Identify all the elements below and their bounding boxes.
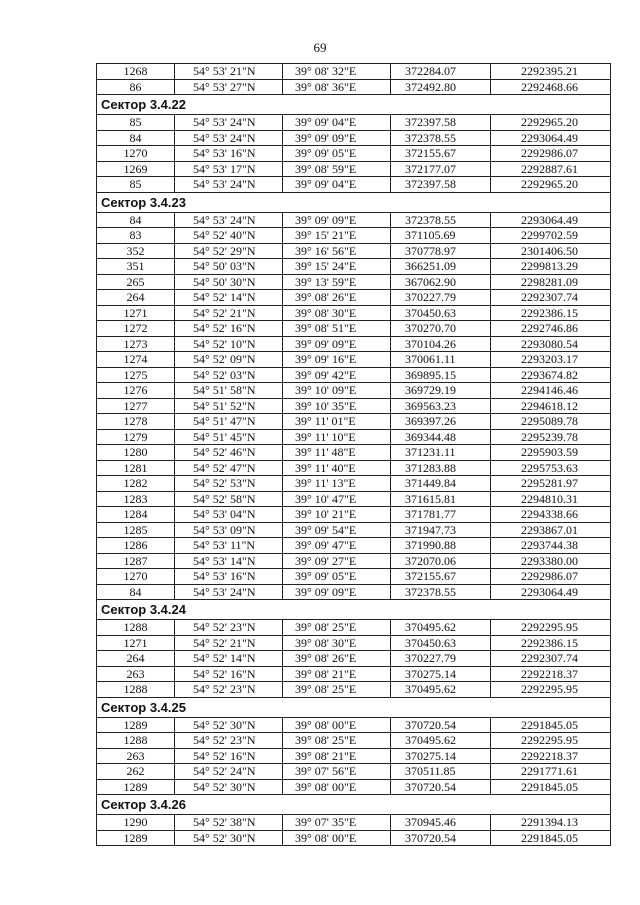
latitude-cell: 54° 52' 21"N — [175, 635, 283, 651]
table-row — [97, 733, 611, 749]
table-row — [97, 460, 611, 476]
latitude-cell: 54° 53' 21"N — [175, 64, 283, 80]
longitude-cell: 39° 08' 21"E — [283, 748, 391, 764]
longitude-cell: 39° 08' 30"E — [283, 305, 391, 321]
sector-heading-row — [97, 697, 611, 717]
x-coordinate-cell: 372155.67 — [391, 146, 491, 162]
latitude-cell: 54° 52' 23"N — [175, 682, 283, 698]
x-coordinate-cell: 371449.84 — [391, 476, 491, 492]
point-id-cell: 352 — [97, 243, 175, 259]
x-coordinate-cell: 371947.73 — [391, 522, 491, 538]
y-coordinate-cell: 2292965.20 — [491, 115, 611, 131]
x-coordinate-cell: 370275.14 — [391, 666, 491, 682]
latitude-cell: 54° 51' 58"N — [175, 383, 283, 399]
point-id-cell: 1272 — [97, 321, 175, 337]
table-row — [97, 161, 611, 177]
y-coordinate-cell: 2293867.01 — [491, 522, 611, 538]
y-coordinate-cell: 2294810.31 — [491, 491, 611, 507]
latitude-cell: 54° 52' 16"N — [175, 321, 283, 337]
point-id-cell: 1289 — [97, 717, 175, 733]
point-id-cell: 1284 — [97, 507, 175, 523]
latitude-cell: 54° 52' 14"N — [175, 290, 283, 306]
point-id-cell: 1268 — [97, 64, 175, 80]
longitude-cell: 39° 08' 59"E — [283, 161, 391, 177]
x-coordinate-cell: 370227.79 — [391, 651, 491, 667]
point-id-cell: 84 — [97, 130, 175, 146]
point-id-cell: 1288 — [97, 620, 175, 636]
longitude-cell: 39° 09' 42"E — [283, 367, 391, 383]
point-id-cell: 85 — [97, 115, 175, 131]
point-id-cell: 1287 — [97, 553, 175, 569]
longitude-cell: 39° 09' 47"E — [283, 538, 391, 554]
point-id-cell: 263 — [97, 748, 175, 764]
y-coordinate-cell: 2294338.66 — [491, 507, 611, 523]
table-row — [97, 352, 611, 368]
y-coordinate-cell: 2292218.37 — [491, 666, 611, 682]
sector-title: Сектор 3.4.23 — [97, 192, 611, 212]
table-row — [97, 79, 611, 95]
latitude-cell: 54° 51' 45"N — [175, 429, 283, 445]
page-number: 69 — [313, 40, 327, 55]
table-row — [97, 305, 611, 321]
point-id-cell: 86 — [97, 79, 175, 95]
latitude-cell: 54° 52' 16"N — [175, 666, 283, 682]
point-id-cell: 1269 — [97, 161, 175, 177]
longitude-cell: 39° 09' 16"E — [283, 352, 391, 368]
latitude-cell: 54° 52' 23"N — [175, 620, 283, 636]
x-coordinate-cell: 369344.48 — [391, 429, 491, 445]
x-coordinate-cell: 370778.97 — [391, 243, 491, 259]
y-coordinate-cell: 2294618.12 — [491, 398, 611, 414]
table-row — [97, 748, 611, 764]
latitude-cell: 54° 52' 47"N — [175, 460, 283, 476]
y-coordinate-cell: 2295089.78 — [491, 414, 611, 430]
y-coordinate-cell: 2292386.15 — [491, 305, 611, 321]
table-row — [97, 367, 611, 383]
point-id-cell: 1277 — [97, 398, 175, 414]
table-row — [97, 830, 611, 846]
latitude-cell: 54° 53' 24"N — [175, 115, 283, 131]
x-coordinate-cell: 370270.70 — [391, 321, 491, 337]
y-coordinate-cell: 2295281.97 — [491, 476, 611, 492]
sector-title: Сектор 3.4.22 — [97, 95, 611, 115]
x-coordinate-cell: 370720.54 — [391, 830, 491, 846]
longitude-cell: 39° 09' 04"E — [283, 177, 391, 193]
longitude-cell: 39° 11' 01"E — [283, 414, 391, 430]
table-row — [97, 290, 611, 306]
latitude-cell: 54° 50' 30"N — [175, 274, 283, 290]
x-coordinate-cell: 372378.55 — [391, 584, 491, 600]
y-coordinate-cell: 2298281.09 — [491, 274, 611, 290]
x-coordinate-cell: 370511.85 — [391, 764, 491, 780]
table-row — [97, 130, 611, 146]
point-id-cell: 1274 — [97, 352, 175, 368]
y-coordinate-cell: 2292887.61 — [491, 161, 611, 177]
latitude-cell: 54° 53' 24"N — [175, 130, 283, 146]
longitude-cell: 39° 08' 25"E — [283, 733, 391, 749]
table-row — [97, 321, 611, 337]
table-row — [97, 620, 611, 636]
longitude-cell: 39° 09' 54"E — [283, 522, 391, 538]
table-row — [97, 764, 611, 780]
table-row — [97, 383, 611, 399]
y-coordinate-cell: 2293064.49 — [491, 130, 611, 146]
point-id-cell: 1270 — [97, 146, 175, 162]
point-id-cell: 1279 — [97, 429, 175, 445]
latitude-cell: 54° 52' 30"N — [175, 830, 283, 846]
y-coordinate-cell: 2293064.49 — [491, 212, 611, 228]
y-coordinate-cell: 2299702.59 — [491, 228, 611, 244]
y-coordinate-cell: 2292468.66 — [491, 79, 611, 95]
longitude-cell: 39° 09' 04"E — [283, 115, 391, 131]
x-coordinate-cell: 372177.07 — [391, 161, 491, 177]
y-coordinate-cell: 2291845.05 — [491, 779, 611, 795]
x-coordinate-cell: 371990.88 — [391, 538, 491, 554]
longitude-cell: 39° 10' 35"E — [283, 398, 391, 414]
latitude-cell: 54° 53' 24"N — [175, 177, 283, 193]
y-coordinate-cell: 2292307.74 — [491, 651, 611, 667]
x-coordinate-cell: 370495.62 — [391, 620, 491, 636]
table-row — [97, 569, 611, 585]
table-row — [97, 115, 611, 131]
table-row — [97, 177, 611, 193]
y-coordinate-cell: 2292986.07 — [491, 146, 611, 162]
longitude-cell: 39° 16' 56"E — [283, 243, 391, 259]
table-body — [97, 64, 611, 846]
longitude-cell: 39° 09' 27"E — [283, 553, 391, 569]
x-coordinate-cell: 371231.11 — [391, 445, 491, 461]
latitude-cell: 54° 51' 47"N — [175, 414, 283, 430]
y-coordinate-cell: 2293380.00 — [491, 553, 611, 569]
table-row — [97, 815, 611, 831]
longitude-cell: 39° 09' 09"E — [283, 130, 391, 146]
point-id-cell: 1290 — [97, 815, 175, 831]
point-id-cell: 1285 — [97, 522, 175, 538]
x-coordinate-cell: 371781.77 — [391, 507, 491, 523]
x-coordinate-cell: 372397.58 — [391, 177, 491, 193]
point-id-cell: 351 — [97, 259, 175, 275]
x-coordinate-cell: 369563.23 — [391, 398, 491, 414]
sector-title: Сектор 3.4.24 — [97, 600, 611, 620]
latitude-cell: 54° 53' 27"N — [175, 79, 283, 95]
longitude-cell: 39° 11' 40"E — [283, 460, 391, 476]
longitude-cell: 39° 11' 48"E — [283, 445, 391, 461]
longitude-cell: 39° 08' 51"E — [283, 321, 391, 337]
y-coordinate-cell: 2292965.20 — [491, 177, 611, 193]
point-id-cell: 1288 — [97, 682, 175, 698]
x-coordinate-cell: 370227.79 — [391, 290, 491, 306]
y-coordinate-cell: 2293674.82 — [491, 367, 611, 383]
latitude-cell: 54° 53' 04"N — [175, 507, 283, 523]
y-coordinate-cell: 2292295.95 — [491, 733, 611, 749]
latitude-cell: 54° 52' 09"N — [175, 352, 283, 368]
point-id-cell: 265 — [97, 274, 175, 290]
point-id-cell: 1286 — [97, 538, 175, 554]
table-row — [97, 635, 611, 651]
x-coordinate-cell: 366251.09 — [391, 259, 491, 275]
table-row — [97, 538, 611, 554]
longitude-cell: 39° 10' 09"E — [283, 383, 391, 399]
table-row — [97, 476, 611, 492]
y-coordinate-cell: 2293744.38 — [491, 538, 611, 554]
latitude-cell: 54° 53' 24"N — [175, 212, 283, 228]
longitude-cell: 39° 07' 35"E — [283, 815, 391, 831]
y-coordinate-cell: 2291845.05 — [491, 830, 611, 846]
table-row — [97, 507, 611, 523]
x-coordinate-cell: 371283.88 — [391, 460, 491, 476]
table-row — [97, 717, 611, 733]
x-coordinate-cell: 370495.62 — [391, 682, 491, 698]
y-coordinate-cell: 2292386.15 — [491, 635, 611, 651]
y-coordinate-cell: 2299813.29 — [491, 259, 611, 275]
x-coordinate-cell: 371105.69 — [391, 228, 491, 244]
table-row — [97, 682, 611, 698]
longitude-cell: 39° 09' 09"E — [283, 584, 391, 600]
point-id-cell: 1289 — [97, 830, 175, 846]
x-coordinate-cell: 367062.90 — [391, 274, 491, 290]
x-coordinate-cell: 372070.06 — [391, 553, 491, 569]
latitude-cell: 54° 53' 16"N — [175, 146, 283, 162]
point-id-cell: 263 — [97, 666, 175, 682]
longitude-cell: 39° 08' 21"E — [283, 666, 391, 682]
table-row — [97, 429, 611, 445]
x-coordinate-cell: 370275.14 — [391, 748, 491, 764]
latitude-cell: 54° 52' 38"N — [175, 815, 283, 831]
x-coordinate-cell: 372378.55 — [391, 212, 491, 228]
y-coordinate-cell: 2293080.54 — [491, 336, 611, 352]
y-coordinate-cell: 2295239.78 — [491, 429, 611, 445]
latitude-cell: 54° 50' 03"N — [175, 259, 283, 275]
table-row — [97, 228, 611, 244]
point-id-cell: 264 — [97, 290, 175, 306]
y-coordinate-cell: 2293203.17 — [491, 352, 611, 368]
point-id-cell: 1281 — [97, 460, 175, 476]
longitude-cell: 39° 08' 00"E — [283, 830, 391, 846]
sector-title: Сектор 3.4.25 — [97, 697, 611, 717]
x-coordinate-cell: 370945.46 — [391, 815, 491, 831]
sector-heading-row — [97, 192, 611, 212]
latitude-cell: 54° 52' 58"N — [175, 491, 283, 507]
longitude-cell: 39° 08' 36"E — [283, 79, 391, 95]
longitude-cell: 39° 11' 10"E — [283, 429, 391, 445]
point-id-cell: 1289 — [97, 779, 175, 795]
latitude-cell: 54° 52' 29"N — [175, 243, 283, 259]
x-coordinate-cell: 372284.07 — [391, 64, 491, 80]
latitude-cell: 54° 52' 40"N — [175, 228, 283, 244]
x-coordinate-cell: 369895.15 — [391, 367, 491, 383]
point-id-cell: 85 — [97, 177, 175, 193]
longitude-cell: 39° 09' 09"E — [283, 212, 391, 228]
table-row — [97, 414, 611, 430]
longitude-cell: 39° 08' 25"E — [283, 620, 391, 636]
latitude-cell: 54° 52' 30"N — [175, 717, 283, 733]
latitude-cell: 54° 51' 52"N — [175, 398, 283, 414]
y-coordinate-cell: 2292218.37 — [491, 748, 611, 764]
longitude-cell: 39° 08' 00"E — [283, 717, 391, 733]
longitude-cell: 39° 09' 05"E — [283, 146, 391, 162]
x-coordinate-cell: 372155.67 — [391, 569, 491, 585]
table-row — [97, 445, 611, 461]
x-coordinate-cell: 370720.54 — [391, 779, 491, 795]
point-id-cell: 1275 — [97, 367, 175, 383]
table-row — [97, 522, 611, 538]
point-id-cell: 1276 — [97, 383, 175, 399]
table-row — [97, 584, 611, 600]
table-row — [97, 336, 611, 352]
latitude-cell: 54° 52' 10"N — [175, 336, 283, 352]
table-row — [97, 491, 611, 507]
longitude-cell: 39° 08' 26"E — [283, 651, 391, 667]
point-id-cell: 1271 — [97, 305, 175, 321]
longitude-cell: 39° 09' 09"E — [283, 336, 391, 352]
x-coordinate-cell: 370495.62 — [391, 733, 491, 749]
y-coordinate-cell: 2292986.07 — [491, 569, 611, 585]
y-coordinate-cell: 2295753.63 — [491, 460, 611, 476]
point-id-cell: 84 — [97, 212, 175, 228]
point-id-cell: 262 — [97, 764, 175, 780]
longitude-cell: 39° 08' 32"E — [283, 64, 391, 80]
latitude-cell: 54° 52' 16"N — [175, 748, 283, 764]
latitude-cell: 54° 52' 14"N — [175, 651, 283, 667]
y-coordinate-cell: 2292746.86 — [491, 321, 611, 337]
point-id-cell: 1283 — [97, 491, 175, 507]
y-coordinate-cell: 2294146.46 — [491, 383, 611, 399]
latitude-cell: 54° 53' 24"N — [175, 584, 283, 600]
x-coordinate-cell: 370720.54 — [391, 717, 491, 733]
sector-heading-row — [97, 795, 611, 815]
y-coordinate-cell: 2292395.21 — [491, 64, 611, 80]
table-row — [97, 146, 611, 162]
y-coordinate-cell: 2293064.49 — [491, 584, 611, 600]
x-coordinate-cell: 371615.81 — [391, 491, 491, 507]
sector-heading-row — [97, 95, 611, 115]
x-coordinate-cell: 370450.63 — [391, 635, 491, 651]
longitude-cell: 39° 09' 05"E — [283, 569, 391, 585]
point-id-cell: 1271 — [97, 635, 175, 651]
longitude-cell: 39° 15' 24"E — [283, 259, 391, 275]
latitude-cell: 54° 52' 21"N — [175, 305, 283, 321]
table-row — [97, 651, 611, 667]
point-id-cell: 1278 — [97, 414, 175, 430]
latitude-cell: 54° 52' 03"N — [175, 367, 283, 383]
table-row — [97, 553, 611, 569]
longitude-cell: 39° 10' 47"E — [283, 491, 391, 507]
point-id-cell: 84 — [97, 584, 175, 600]
x-coordinate-cell: 369397.26 — [391, 414, 491, 430]
sector-title: Сектор 3.4.26 — [97, 795, 611, 815]
latitude-cell: 54° 52' 53"N — [175, 476, 283, 492]
latitude-cell: 54° 52' 24"N — [175, 764, 283, 780]
table-row — [97, 666, 611, 682]
latitude-cell: 54° 53' 09"N — [175, 522, 283, 538]
point-id-cell: 1288 — [97, 733, 175, 749]
longitude-cell: 39° 13' 59"E — [283, 274, 391, 290]
sector-heading-row — [97, 600, 611, 620]
point-id-cell: 1282 — [97, 476, 175, 492]
x-coordinate-cell: 372397.58 — [391, 115, 491, 131]
point-id-cell: 1270 — [97, 569, 175, 585]
y-coordinate-cell: 2291771.61 — [491, 764, 611, 780]
longitude-cell: 39° 07' 56"E — [283, 764, 391, 780]
x-coordinate-cell: 372492.80 — [391, 79, 491, 95]
x-coordinate-cell: 369729.19 — [391, 383, 491, 399]
longitude-cell: 39° 11' 13"E — [283, 476, 391, 492]
table-row — [97, 64, 611, 80]
latitude-cell: 54° 53' 11"N — [175, 538, 283, 554]
table-row — [97, 212, 611, 228]
longitude-cell: 39° 08' 26"E — [283, 290, 391, 306]
table-row — [97, 243, 611, 259]
latitude-cell: 54° 52' 23"N — [175, 733, 283, 749]
longitude-cell: 39° 08' 30"E — [283, 635, 391, 651]
latitude-cell: 54° 52' 30"N — [175, 779, 283, 795]
y-coordinate-cell: 2292307.74 — [491, 290, 611, 306]
point-id-cell: 83 — [97, 228, 175, 244]
y-coordinate-cell: 2301406.50 — [491, 243, 611, 259]
table-row — [97, 259, 611, 275]
latitude-cell: 54° 53' 14"N — [175, 553, 283, 569]
y-coordinate-cell: 2292295.95 — [491, 682, 611, 698]
latitude-cell: 54° 53' 16"N — [175, 569, 283, 585]
longitude-cell: 39° 15' 21"E — [283, 228, 391, 244]
longitude-cell: 39° 10' 21"E — [283, 507, 391, 523]
longitude-cell: 39° 08' 25"E — [283, 682, 391, 698]
table-row — [97, 779, 611, 795]
latitude-cell: 54° 53' 17"N — [175, 161, 283, 177]
y-coordinate-cell: 2291845.05 — [491, 717, 611, 733]
y-coordinate-cell: 2295903.59 — [491, 445, 611, 461]
y-coordinate-cell: 2292295.95 — [491, 620, 611, 636]
x-coordinate-cell: 370104.26 — [391, 336, 491, 352]
x-coordinate-cell: 372378.55 — [391, 130, 491, 146]
point-id-cell: 264 — [97, 651, 175, 667]
x-coordinate-cell: 370061.11 — [391, 352, 491, 368]
coordinates-table — [96, 63, 611, 846]
longitude-cell: 39° 08' 00"E — [283, 779, 391, 795]
y-coordinate-cell: 2291394.13 — [491, 815, 611, 831]
table-row — [97, 274, 611, 290]
table-row — [97, 398, 611, 414]
point-id-cell: 1273 — [97, 336, 175, 352]
point-id-cell: 1280 — [97, 445, 175, 461]
x-coordinate-cell: 370450.63 — [391, 305, 491, 321]
latitude-cell: 54° 52' 46"N — [175, 445, 283, 461]
